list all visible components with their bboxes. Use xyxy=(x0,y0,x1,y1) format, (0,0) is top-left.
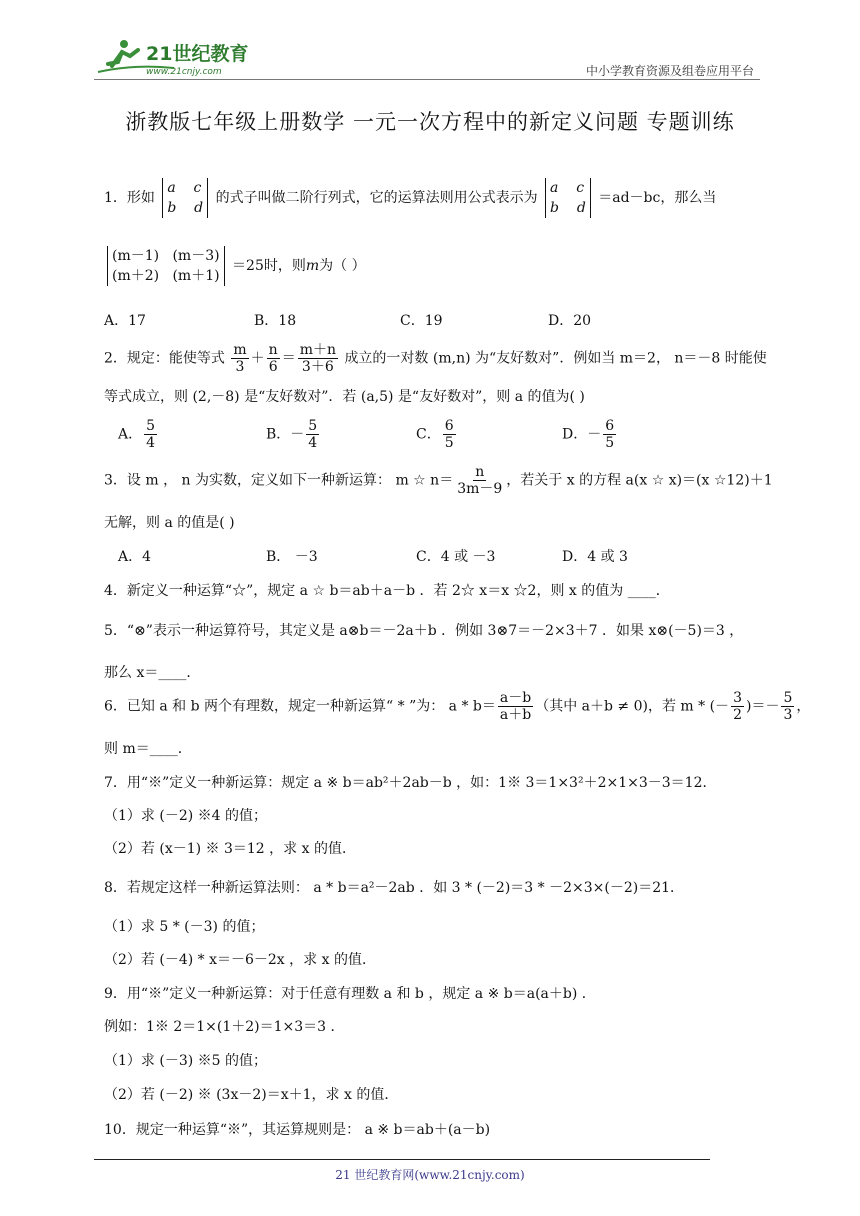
option-c: C． $\frac{6}{5}$ xyxy=(416,418,454,451)
question-8-part-2: （2）若 (－4) * x＝－6－2x ，求 x 的值． xyxy=(104,952,376,968)
site-logo xyxy=(94,38,264,78)
question-7-line-1: 7．用“※”定义一种新运算：规定 a ※ b＝ab²＋2ab－b ，如：1※ 3＝1×3²＋2×1×3－3＝12． xyxy=(104,775,717,791)
determinant-m: (m－1) (m－3) (m＋2) (m＋1) xyxy=(107,246,225,286)
page-title: 浙教版七年级上册数学 一元一次方程中的新定义问题 专题训练 xyxy=(125,110,735,134)
option-b: B．18 xyxy=(254,313,297,329)
option-a: A．17 xyxy=(104,313,146,329)
question-3-line-2: 无解，则 a 的值是( ) xyxy=(104,515,235,531)
question-6-line-2: 则 m＝____． xyxy=(104,741,192,757)
question-4: 4．新定义一种运算“☆”，规定 a ☆ b＝ab＋a－b ．若 2☆ x＝x ☆2，则 x 的值为 ____． xyxy=(104,583,670,599)
question-3-line-1: 3．设 m ， n 为实数，定义如下一种新运算： m ☆ n＝ $\frac{n}{3m-9}$ ，若关于 x 的方程 a(x ☆ x)＝(x ☆12)＋1 xyxy=(104,464,773,497)
question-9-part-1: （1）求 (－3) ※5 的值； xyxy=(104,1053,267,1069)
option-a: A． $\frac{5}{4}$ xyxy=(118,418,156,451)
determinant-definition: a c b d xyxy=(162,178,208,218)
question-8-part-1: （1）求 5 * (－3) 的值； xyxy=(104,919,265,935)
footer-divider xyxy=(94,1159,710,1160)
question-5-line-1: 5．“⊗”表示一种运算符号，其定义是 a⊗b＝－2a＋b ．例如 3⊗7＝－2×3＋7 ．如果 x⊗(－5)＝3 ， xyxy=(104,623,744,639)
question-9-example: 例如：1※ 2＝1×(1＋2)＝1×3＝3 ． xyxy=(104,1019,345,1035)
option-b: B． －3 xyxy=(266,549,318,565)
question-2-line-1: 2．规定：能使等式 $\frac{m}{3}$ ＋ $\frac{n}{6}$ ＝ $\frac{m+n}{3+6}$ 成立的一对数 (m,n) 为“友好数对”．例如当 m＝2， n＝－8 时能使 xyxy=(104,342,767,375)
question-7-part-1: （1）求 (－2) ※4 的值； xyxy=(104,808,267,824)
question-9-line-1: 9．用“※”定义一种新运算：对于任意有理数 a 和 b ，规定 a ※ b＝a(a＋b) ． xyxy=(104,986,596,1002)
option-c: C．4 或 －3 xyxy=(416,549,496,565)
question-7-part-2: （2）若 (x－1) ※ 3＝12 ，求 x 的值． xyxy=(104,841,356,857)
determinant-formula: a c b d xyxy=(545,178,591,218)
logo-text: 21世纪教育 xyxy=(146,43,249,65)
question-9-part-2: （2）若 (－2) ※ (3x－2)＝x＋1，求 x 的值． xyxy=(104,1087,399,1103)
footer-text: 21 世纪教育网(www.21cnjy.com) xyxy=(335,1168,525,1182)
option-c: C．19 xyxy=(400,313,443,329)
question-1-line-1: 1．形如 a c b d 的式子叫做二阶行列式，它的运算法则用公式表示为 a c b d ＝ad－bc，那么当 xyxy=(104,180,717,216)
site-slogan: 中小学教育资源及组卷应用平台 xyxy=(585,64,754,78)
option-a: A．4 xyxy=(118,549,152,565)
question-8-line-1: 8．若规定这样一种新运算法则： a * b＝a²－2ab ．如 3 * (－2)＝3 * －2×3×(－2)＝21． xyxy=(104,880,685,896)
question-1-line-2: (m－1) (m－3) (m＋2) (m＋1) ＝25时，则m为（ ） xyxy=(104,246,366,286)
question-2-line-2: 等式成立，则 (2,－8) 是“友好数对”．若 (a,5) 是“友好数对”，则 a 的值为( ) xyxy=(104,389,585,405)
option-d: D．20 xyxy=(548,313,592,329)
question-6-line-1: 6．已知 a 和 b 两个有理数，规定一种新运算“ * ”为： a * b＝ $\frac{a-b}{a+b}$ （其中 a＋b ≠ 0)，若 m * (－ $\frac{3}{2}$ )＝－ $\frac{5}{3}$ ， xyxy=(104,690,811,723)
option-b: B．－ $\frac{5}{4}$ xyxy=(266,418,318,451)
question-5-line-2: 那么 x＝____． xyxy=(104,665,201,681)
option-d: D．－ $\frac{6}{5}$ xyxy=(562,418,615,451)
logo-url: www.21cnjy.com xyxy=(146,67,222,77)
header-divider xyxy=(94,79,760,80)
option-d: D．4 或 3 xyxy=(562,549,628,565)
question-10: 10．规定一种运算“※”，其运算规则是： a ※ b＝ab＋(a－b) xyxy=(104,1122,491,1138)
